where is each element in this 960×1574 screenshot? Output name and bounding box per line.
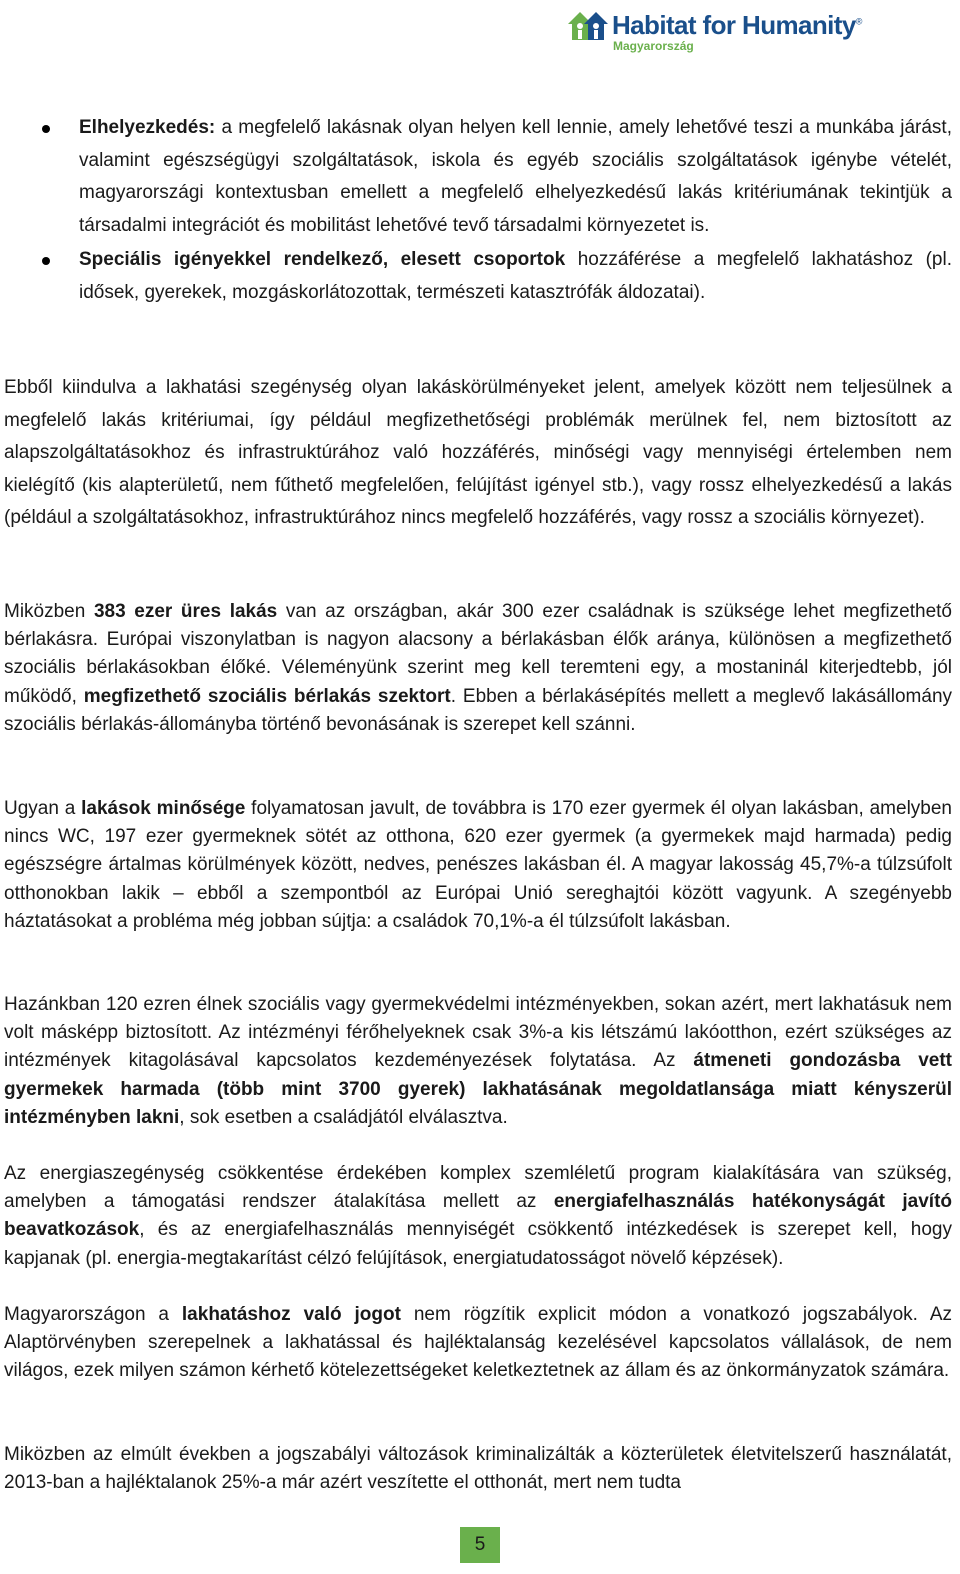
paragraph-housing-poverty: Ebből kiindulva a lakhatási szegénység olyan lakáskörülményeket jelent, amelyek között nem teljesülnek a megfelelő lakás kritériumai, így például megfizethetőségi problémák merülnek fel, nem biztosított az alapszolgáltatásokhoz és infrastruktúrához való hozzáférés, minőségi vagy mennyiségi értelemben nem kielégítő (kis alapterületű, nem fűthető megfelelően, felújítást igényel stb.), vagy rossz elhelyezkedésű a lakás (például a szolgáltatásokhoz, infrastruktúrához nincs megfelelő hozzáférés, vagy rossz a szociális környezet). xyxy=(4,377,952,528)
paragraph-homelessness: Miközben az elmúlt években a jogszabályi változások kriminalizálták a közterületek életvitelszerű használatát, 2013-ban a hajléktalanok 25%-a már azért veszítette el otthonát, mert nem tudta xyxy=(4,1444,952,1494)
bullet-heading: Speciális igényekkel rendelkező, elesett csoportok xyxy=(79,249,566,270)
houses-people-icon xyxy=(566,6,610,46)
logo-title: Habitat for Humanity® xyxy=(612,10,862,40)
paragraph-housing-quality: Ugyan a lakások minősége folyamatosan javult, de továbbra is 170 ezer gyermek él olyan lakásban, amelyben nincs WC, 197 ezer gyermeknek sötét az otthona, 620 ezer gyermek (a gyermekek majd harmada) pedig egészségre ártalmas körülmények között, nedves, penészes lakásban él. A magyar lakosság 45,7%-a túlzsúfolt otthonokban lakik – ebből a szempontból az Európai Unió sereghajtói között vagyunk. A szegényebb háztatásokat a probléma még jobban sújtja: a családok 70,1%-a él túlzsúfolt lakásban. xyxy=(4,798,952,932)
logo-country: Magyarország xyxy=(613,39,694,53)
page-number: 5 xyxy=(460,1527,500,1563)
bullet-text: a megfelelő lakásnak olyan helyen kell lennie, amely lehetővé teszi a munkába járást, valamint egészségügyi szolgáltatások, iskola és egyéb szociális szolgáltatások igénybe vételét, magyarországi kontextusban emellett a megfelelő elhelyezkedésű lakás kritériumának tekintjük a társadalmi integrációt és mobilitást lehetővé tevő társadalmi környezetet is. xyxy=(79,117,952,236)
bullet-icon xyxy=(42,257,50,265)
bullet-icon xyxy=(42,125,50,133)
list-item xyxy=(0,112,960,242)
bullet-text: hozzáférése a megfelelő lakhatáshoz (pl. idősek, gyerekek, mozgáskorlátozottak, természeti katasztrófák áldozatai). xyxy=(79,249,952,303)
paragraph-right-to-housing: Magyarországon a lakhatáshoz való jogot nem rögzítik explicit módon a vonatkozó jogszabályok. Az Alaptörvényben szerepelnek a lakhatással és hajléktalanság kezelésével kapcsolatos vállalások, de nem világos, ezek milyen számon kérhető kötelezettségeket keletkeztetnek az állam és az önkormányzatok számára. xyxy=(4,1304,952,1382)
habitat-logo xyxy=(566,6,876,58)
list-item xyxy=(0,244,960,309)
paragraph-rental-housing: Miközben 383 ezer üres lakás van az országban, akár 300 ezer családnak is szüksége lehet megfizethető bérlakásra. Európai viszonylatban is nagyon alacsony a bérlakásban élők aránya, különösen a megfizethető szociális bérlakásokban élőké. Véleményünk szerint meg kell teremteni egy, a mostaninál kiterjedtebb, jól működő, megfizethető szociális bérlakás szektort. Ebben a bérlakásépítés mellett a meglevő lakásállomány szociális bérlakás-állományba történő bevonásának is szerepet kell szánni. xyxy=(4,601,953,735)
paragraph-energy-poverty: Az energiaszegénység csökkentése érdekében komplex szemléletű program kialakítására van szükség, amelyben a támogatási rendszer átalakítása mellett az energiafelhasználás hatékonyságát javító beavatkozások, és az energiafelhasználás mennyiségét csökkentő intézkedések is szerepet kell, hogy kapjanak (pl. energia-megtakarítást célzó felújítások, energiatudatosságot növelő képzések). xyxy=(4,1163,953,1269)
bullet-heading: Elhelyezkedés: xyxy=(79,117,216,138)
paragraph-institutions: Hazánkban 120 ezren élnek szociális vagy gyermekvédelmi intézményekben, sokan azért, mert lakhatásuk nem volt másképp biztosított. Az intézményi férőhelyeknek csak 3%-a kis létszámú lakóotthon, ezért szükséges az intézmények kitagolásával kapcsolatos kezdeményezések folytatása. Az átmeneti gondozásba vett gyermekek harmada (több mint 3700 gyerek) lakhatásának megoldatlansága miatt kényszerül intézményben lakni, sok esetben a családjától elválasztva. xyxy=(4,994,952,1128)
criteria-bullet-list xyxy=(0,112,960,311)
